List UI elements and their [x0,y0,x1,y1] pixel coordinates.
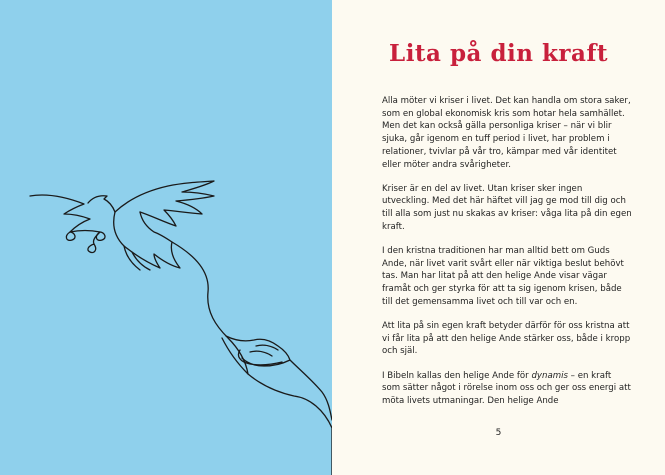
paragraph-5-after: – en kraft som sätter något i rörelse inom oss och ger oss energi att möta livets utmaningar. Den helige Ande [382,370,631,407]
hand [222,336,332,475]
page-number: 5 [495,428,502,438]
dove-wing-upper [115,181,214,226]
paragraph-5-emphasis: dynamis [531,370,568,381]
dove-head [88,196,115,212]
paragraph-3: I den kristna traditionen har man alltid bett om Guds Ande, när livet varit svårt eller när viktiga beslut behövt tas. Man har litat på att den helige Ande visar vägar framåt och ger styrka för att ta sig igenom krisen, både till det gemensamma livet och till var och en. [382,246,624,307]
paragraph-1: Alla möter vi kriser i livet. Det kan handla om stora saker, som en global ekonomisk kris som hotar hela samhället. Men det kan också gälla personliga kriser – när vi blir sjuka, går igenom en tuff period i livet, har problem i relationer, tvivlar på vår tro, kämpar med vår identitet eller möter andra svårigheter. [382,96,631,170]
right-page-text [332,0,665,475]
paragraph-5-before: I Bibeln kallas den helige Ande för [382,370,532,381]
paragraph-4: Att lita på sin egen kraft betyder därför för oss kristna att vi får lita på att den helige Ande stärker oss, både i kropp och själ. [382,321,631,357]
dove-curls [66,232,105,253]
left-page-illustration [0,0,332,475]
dove-body [114,212,180,268]
dove-wing-back [30,195,100,244]
body-text [382,95,632,419]
paragraph-5 [382,370,632,408]
connecting-line [172,242,248,374]
page-title: Lita på din kraft [389,40,608,67]
paragraph-2: Kriser är en del av livet. Utan kriser sker ingen utveckling. Med det här häftet vill jag ge mod till dig och till alla som just nu skakas av kriser: våga lita på din egen kraft. [382,183,632,232]
dove-and-hand-line-art [0,0,332,475]
